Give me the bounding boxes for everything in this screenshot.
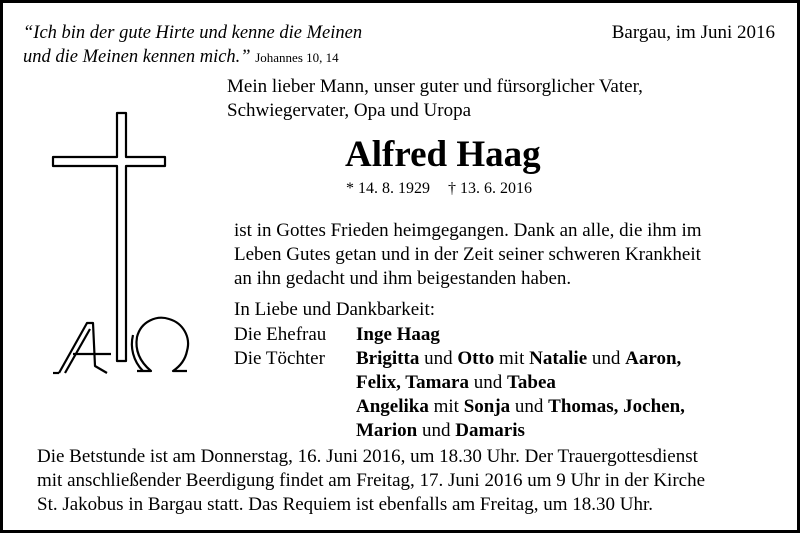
connector: und: [587, 348, 626, 369]
connector: mit: [494, 348, 530, 369]
body-text: [234, 219, 702, 291]
name-marion: Marion: [356, 420, 418, 441]
daughters-line-3: [356, 395, 685, 419]
daughters-names: [356, 347, 685, 443]
role-daughters: Die Töchter: [234, 348, 325, 369]
role-wife: Die Ehefrau: [234, 324, 327, 345]
quote-line-2: [23, 45, 362, 70]
name-felix-tamara: Felix, Tamara: [356, 372, 469, 393]
footer-line-2: mit anschließender Beerdigung findet am Freitag, 17. Juni 2016 um 9 Uhr in der Kirche: [37, 470, 706, 491]
connector: mit: [428, 396, 464, 417]
name-brigitta: Brigitta: [356, 348, 420, 369]
name-natalie: Natalie: [529, 348, 588, 369]
punctuation: ,: [613, 396, 624, 417]
place-date: Bargau, im Juni 2016: [611, 22, 775, 43]
connector: und: [510, 396, 549, 417]
wife-name: Inge Haag: [356, 324, 440, 345]
body-line-3: an ihn gedacht und ihm beigestanden haben.: [234, 268, 572, 289]
bible-quote: [23, 21, 362, 70]
name-tabea: Tabea: [506, 372, 556, 393]
name-jochen: Jochen: [623, 396, 681, 417]
connector: und: [419, 348, 458, 369]
daughters-line-4: [356, 419, 685, 443]
connector: und: [468, 372, 507, 393]
name-sonja: Sonja: [463, 396, 511, 417]
name-aaron: Aaron: [625, 348, 677, 369]
family-row-daughters: [234, 347, 685, 443]
family-list: [234, 323, 685, 443]
cross-alpha-omega-icon: [51, 111, 196, 401]
life-dates: [346, 179, 532, 199]
daughters-line-2: [356, 371, 685, 395]
thanks-heading: In Liebe und Dankbarkeit:: [234, 299, 436, 320]
connector: und: [417, 420, 456, 441]
quote-line-1: “Ich bin der gute Hirte und kenne die Meinen: [23, 23, 363, 43]
quote-reference: Johannes 10, 14: [255, 50, 339, 65]
family-row-wife: [234, 323, 685, 347]
body-line-1: ist in Gottes Frieden heimgegangen. Dank an alle, die ihm im: [234, 220, 702, 241]
daughters-line-1: [356, 347, 685, 371]
birth-date: * 14. 8. 1929: [346, 180, 430, 197]
name-damaris: Damaris: [455, 420, 525, 441]
name-thomas: Thomas: [548, 396, 614, 417]
footer-line-1: Die Betstunde ist am Donnerstag, 16. Juni 2016, um 18.30 Uhr. Der Trauergottesdienst: [37, 446, 698, 467]
intro-line-2: Schwiegervater, Opa und Uropa: [227, 100, 472, 121]
deceased-name: Alfred Haag: [345, 134, 541, 175]
footer-line-3: St. Jakobus in Bargau statt. Das Requiem ist ebenfalls am Freitag, um 18.30 Uhr.: [37, 494, 654, 515]
name-angelika: Angelika: [356, 396, 429, 417]
service-info: [37, 445, 705, 517]
death-date: † 13. 6. 2016: [448, 180, 532, 197]
intro-text: [227, 75, 643, 123]
quote-line-2-text: und die Meinen kennen mich.”: [23, 47, 251, 67]
intro-line-1: Mein lieber Mann, unser guter und fürsorglicher Vater,: [227, 76, 643, 97]
punctuation: ,: [680, 396, 685, 417]
name-otto: Otto: [457, 348, 495, 369]
body-line-2: Leben Gutes getan und in der Zeit seiner schweren Krankheit: [234, 244, 701, 265]
punctuation: ,: [676, 348, 682, 369]
